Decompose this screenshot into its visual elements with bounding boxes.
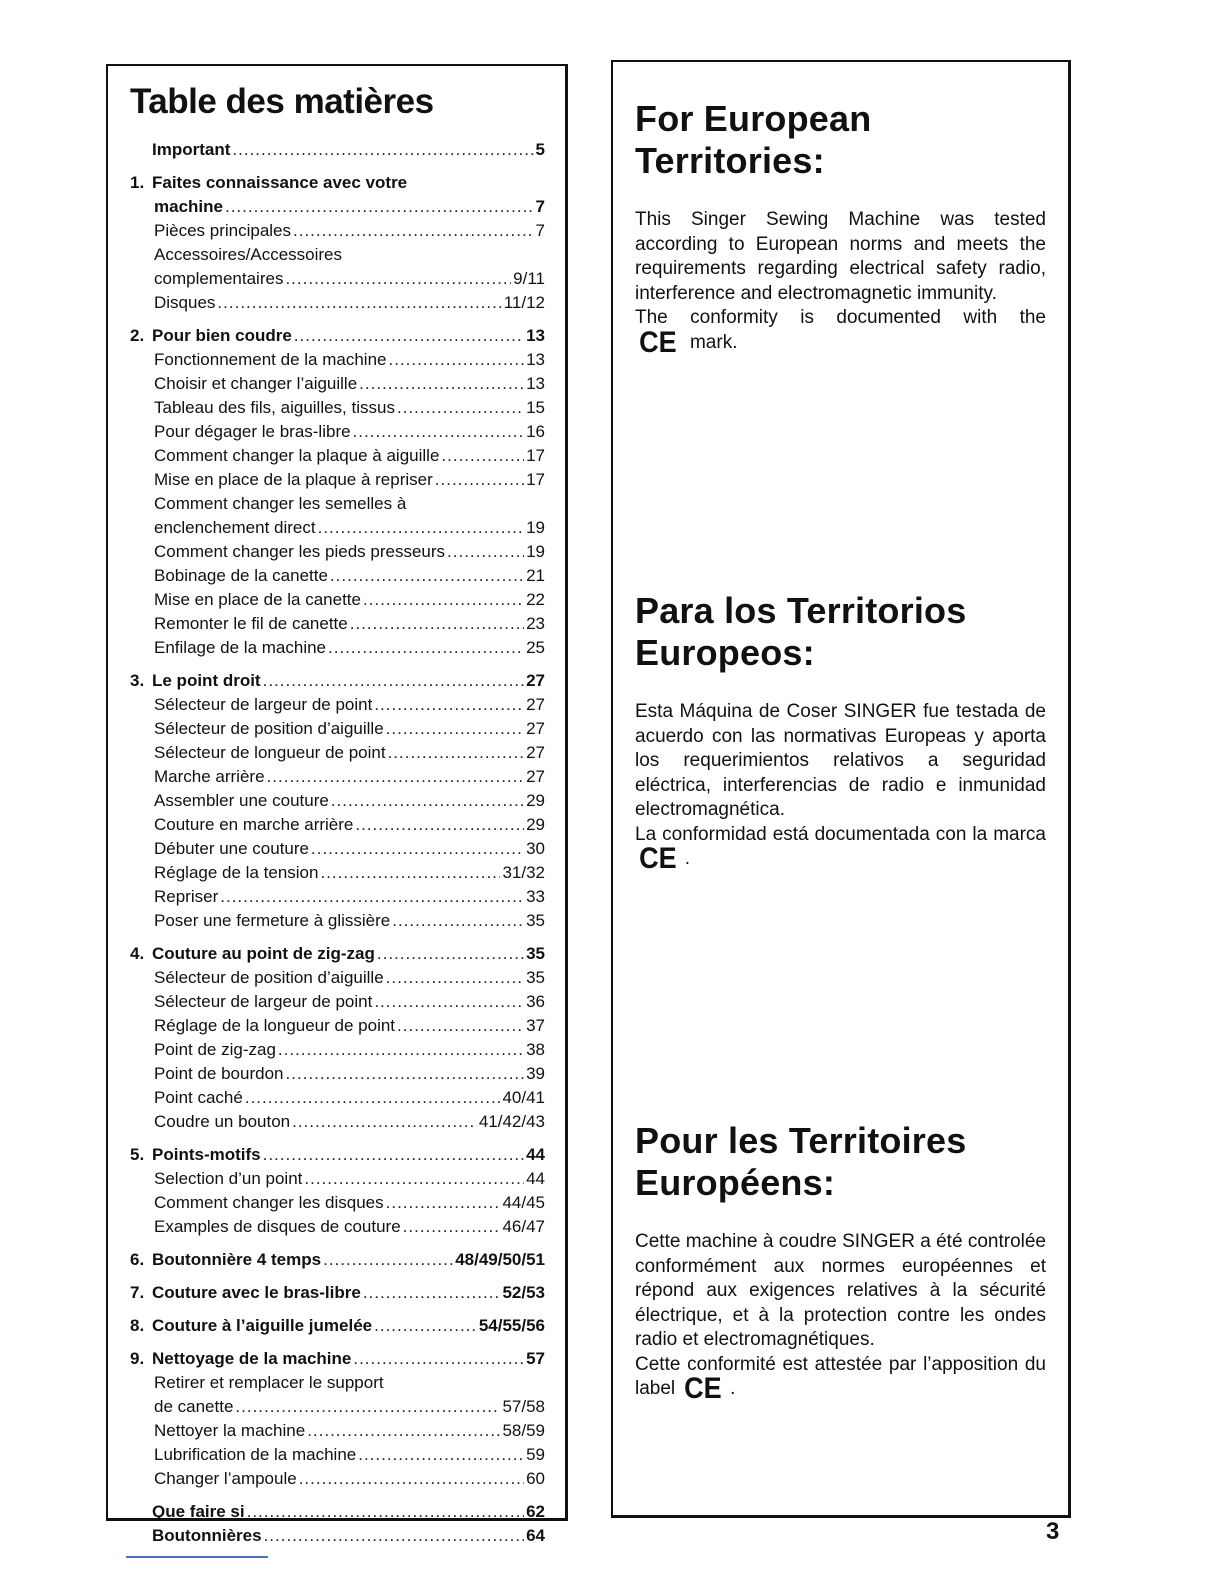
toc-entry [130, 612, 545, 636]
toc-entry-page: 33 [526, 887, 545, 906]
toc-entry [130, 324, 545, 348]
toc-leader-dots [232, 138, 533, 162]
toc-entry-page: 13 [526, 326, 545, 345]
section-title-spanish [635, 590, 1046, 674]
toc-entry-label: Point de bourdon [154, 1064, 284, 1083]
toc-leader-dots [397, 1014, 524, 1038]
toc-entry [130, 516, 545, 540]
toc-leader-dots [330, 564, 524, 588]
toc-entry [130, 1467, 545, 1491]
toc-entry [130, 243, 545, 267]
toc-entry-label: Mise en place de la canette [154, 590, 361, 609]
toc-entry-number: 4. [130, 944, 145, 963]
toc-leader-dots [278, 1038, 524, 1062]
toc-entry [130, 942, 545, 966]
toc-entry-label: complementaires [154, 269, 284, 288]
toc-leader-dots [435, 468, 524, 492]
toc-entry-label: Comment changer les pieds presseurs [154, 542, 446, 561]
toc-entry-label: Bobinage de la canette [154, 566, 328, 585]
toc-entry [130, 267, 545, 291]
toc-entry-page: 57/58 [502, 1397, 545, 1416]
toc-entry [130, 1314, 545, 1338]
toc-entry [130, 1014, 545, 1038]
toc-entry-label: Coudre un bouton [154, 1112, 291, 1131]
toc-entry [130, 1395, 545, 1419]
toc-entry [130, 885, 545, 909]
toc-entry-page: 27 [526, 671, 545, 690]
toc-entry-label: Lubrification de la machine [154, 1445, 357, 1464]
toc-leader-dots [220, 885, 524, 909]
toc-leader-dots [323, 1248, 453, 1272]
toc-entry [130, 741, 545, 765]
toc-leader-dots [374, 990, 524, 1014]
toc-entry-page: 35 [526, 944, 545, 963]
toc-entry [130, 444, 545, 468]
toc-entry-page: 27 [526, 743, 545, 762]
toc-entry-page: 25 [526, 638, 545, 657]
toc-entry-label: Couture avec le bras-libre [152, 1283, 361, 1302]
mark-suffix: . [684, 848, 690, 869]
title-line-2: Européens: [635, 1162, 836, 1203]
toc-leader-dots [235, 1395, 500, 1419]
toc-entry-page: 5 [535, 140, 545, 159]
toc-entry [130, 291, 545, 315]
toc-entry [130, 195, 545, 219]
toc-entry [130, 837, 545, 861]
section-body-french [635, 1230, 1046, 1405]
toc-entry-page: 21 [526, 566, 545, 585]
toc-entry-page: 29 [526, 791, 545, 810]
mark-suffix: mark. [684, 331, 738, 353]
section-spanish [635, 590, 1046, 875]
toc-entry-page: 52/53 [502, 1283, 545, 1302]
toc-entry [130, 1167, 545, 1191]
toc-entry-label: Que faire si [152, 1502, 245, 1521]
toc-entry-label: Mise en place de la plaque à repriser [154, 470, 433, 489]
toc-entry [130, 636, 545, 660]
toc-entry-page: 27 [526, 719, 545, 738]
toc-entry-number: 9. [130, 1349, 145, 1368]
toc-entry [130, 789, 545, 813]
body-text-2: Cette conformité est attestée par l’apposition du label [635, 1353, 1046, 1399]
toc-entry-page: 23 [526, 614, 545, 633]
toc-entry [130, 909, 545, 933]
toc-entry-page: 13 [526, 350, 545, 369]
toc-leader-dots [311, 837, 524, 861]
toc-entry-label: Enfilage de la machine [154, 638, 327, 657]
toc-entry [130, 171, 545, 195]
toc-entry-label: Marche arrière [154, 767, 265, 786]
toc-entry [130, 693, 545, 717]
toc-entry-page: 7 [535, 221, 545, 240]
toc-entry-label: Débuter une couture [154, 839, 309, 858]
toc-entry-label: Réglage de la longueur de point [154, 1016, 396, 1035]
toc-entry [130, 1086, 545, 1110]
page-number: 3 [1046, 1518, 1060, 1545]
toc-leader-dots [225, 195, 534, 219]
toc-entry-page: 19 [526, 542, 545, 561]
toc-leader-dots [363, 1281, 501, 1305]
body-text: Cette machine à coudre SINGER a été controlée conformément aux normes européennes et répond aux exigences relatives à la sécurité électrique, et à la protection contre les ondes radio et electromagnétiques. [635, 1231, 1046, 1350]
toc-entry [130, 540, 545, 564]
toc-leader-dots [388, 741, 525, 765]
toc-entry-label: Nettoyage de la machine [152, 1349, 352, 1368]
body-text-2: The conformity is documented with the [635, 307, 1046, 328]
toc-entry-page: 35 [526, 911, 545, 930]
toc-entry [130, 813, 545, 837]
toc-leader-dots [374, 1314, 477, 1338]
toc-leader-dots [355, 813, 524, 837]
toc-list [130, 138, 545, 1548]
toc-leader-dots [267, 765, 525, 789]
toc-entry-page: 11/12 [503, 293, 545, 312]
toc-entry [130, 1191, 545, 1215]
toc-entry-page: 60 [526, 1469, 545, 1488]
toc-entry-label: Remonter le fil de canette [154, 614, 348, 633]
toc-entry [130, 396, 545, 420]
toc-leader-dots [299, 1467, 524, 1491]
toc-entry-label: Nettoyer la machine [154, 1421, 306, 1440]
toc-entry-label: Tableau des fils, aiguilles, tissus [154, 398, 395, 417]
toc-title: Table des matières [130, 82, 434, 121]
european-conformity-box [611, 60, 1071, 1518]
toc-entry [130, 1281, 545, 1305]
toc-entry-label: Changer l’ampoule [154, 1469, 297, 1488]
toc-entry [130, 1143, 545, 1167]
title-line-2: Territories: [635, 140, 825, 181]
toc-entry-page: 13 [526, 374, 545, 393]
toc-leader-dots [286, 1062, 525, 1086]
toc-entry-label: Comment changer les disques [154, 1193, 384, 1212]
toc-entry-label: Sélecteur de longueur de point [154, 743, 386, 762]
toc-entry-label: Selection d’un point [154, 1169, 303, 1188]
toc-entry-label: Choisir et changer l’aiguille [154, 374, 358, 393]
toc-entry-label: Boutonnière 4 temps [152, 1250, 322, 1269]
toc-entry-label: Boutonnières [152, 1526, 262, 1545]
toc-entry-page: 27 [526, 695, 545, 714]
toc-entry-number: 1. [130, 173, 145, 192]
toc-entry-page: 31/32 [502, 863, 545, 882]
toc-entry-page: 44/45 [502, 1193, 545, 1212]
title-line-1: Para los Territorios [635, 590, 967, 631]
toc-entry [130, 1443, 545, 1467]
footer-rule [126, 1556, 268, 1558]
toc-entry [130, 765, 545, 789]
table-of-contents [106, 64, 568, 1545]
toc-entry-page: 40/41 [502, 1088, 545, 1107]
toc-leader-dots [217, 291, 501, 315]
toc-entry-label: Points-motifs [152, 1145, 261, 1164]
section-english [635, 98, 1046, 359]
toc-entry [130, 1347, 545, 1371]
section-title-french [635, 1120, 1046, 1204]
toc-entry-label: Couture à l’aiguille jumelée [152, 1316, 373, 1335]
toc-entry [130, 1371, 545, 1395]
toc-leader-dots [294, 324, 524, 348]
toc-entry-label: Pour bien coudre [152, 326, 292, 345]
toc-entry [130, 1500, 545, 1524]
toc-entry-label: Repriser [154, 887, 219, 906]
toc-entry-page: 16 [526, 422, 545, 441]
toc-leader-dots [320, 861, 500, 885]
section-title-english [635, 98, 1046, 182]
toc-entry [130, 372, 545, 396]
toc-leader-dots [353, 420, 525, 444]
toc-entry-page: 39 [526, 1064, 545, 1083]
toc-entry-page: 54/55/56 [478, 1316, 545, 1335]
toc-entry-page: 15 [526, 398, 545, 417]
toc-leader-dots [328, 636, 524, 660]
toc-leader-dots [363, 588, 524, 612]
toc-entry-page: 7 [535, 197, 545, 216]
toc-entry-label: Accessoires/Accessoires [154, 245, 343, 264]
toc-entry [130, 1038, 545, 1062]
toc-entry-label: Faites connaissance avec votre [152, 173, 408, 192]
toc-entry-number: 3. [130, 671, 145, 690]
toc-entry [130, 1248, 545, 1272]
title-line-2: Europeos: [635, 632, 815, 673]
section-body-spanish [635, 700, 1046, 875]
toc-entry [130, 564, 545, 588]
toc-entry [130, 1215, 545, 1239]
ce-mark-icon: CE [684, 1372, 723, 1405]
toc-entry-page: 17 [526, 446, 545, 465]
toc-entry-page: 38 [526, 1040, 545, 1059]
toc-entry [130, 219, 545, 243]
toc-leader-dots [386, 717, 524, 741]
toc-entry-label: Examples de disques de couture [154, 1217, 401, 1236]
toc-entry [130, 1062, 545, 1086]
toc-entry-label: Fonctionnement de la machine [154, 350, 387, 369]
toc-entry-number: 8. [130, 1316, 145, 1335]
toc-leader-dots [386, 966, 524, 990]
toc-leader-dots [388, 348, 524, 372]
toc-entry-label: enclenchement direct [154, 518, 316, 537]
toc-leader-dots [247, 1500, 524, 1524]
toc-entry-label: Retirer et remplacer le support [154, 1373, 384, 1392]
toc-entry-page: 29 [526, 815, 545, 834]
toc-entry-page: 17 [526, 470, 545, 489]
toc-leader-dots [331, 789, 524, 813]
section-body-english [635, 208, 1046, 359]
toc-entry-label: Sélecteur de largeur de point [154, 992, 373, 1011]
toc-leader-dots [285, 267, 511, 291]
toc-entry [130, 492, 545, 516]
toc-leader-dots [263, 1143, 524, 1167]
toc-entry [130, 669, 545, 693]
toc-leader-dots [318, 516, 524, 540]
toc-leader-dots [358, 1443, 524, 1467]
toc-leader-dots [374, 693, 524, 717]
toc-entry [130, 420, 545, 444]
toc-entry-label: Pièces principales [154, 221, 292, 240]
toc-leader-dots [263, 669, 524, 693]
body-text: Esta Máquina de Coser SINGER fue testada de acuerdo con las normativas Europeas y aporta los requerimientos relativos a seguridad eléctrica, interferencias de radio e inmunidad electromagnética. [635, 701, 1046, 820]
toc-entry-page: 48/49/50/51 [455, 1250, 545, 1269]
toc-entry [130, 348, 545, 372]
toc-entry-page: 62 [526, 1502, 545, 1521]
toc-entry-label: machine [154, 197, 223, 216]
toc-entry-page: 44 [526, 1169, 545, 1188]
section-french [635, 1120, 1046, 1405]
toc-entry [130, 1524, 545, 1548]
toc-leader-dots [397, 396, 524, 420]
toc-entry-page: 9/11 [513, 269, 545, 288]
toc-leader-dots [304, 1167, 524, 1191]
toc-leader-dots [386, 1191, 501, 1215]
toc-entry-page: 35 [526, 968, 545, 987]
toc-entry-label: Réglage de la tension [154, 863, 319, 882]
toc-entry-number: 5. [130, 1145, 145, 1164]
toc-leader-dots [307, 1419, 500, 1443]
ce-mark-icon: CE [639, 842, 677, 875]
toc-entry-label: Le point droit [152, 671, 261, 690]
toc-leader-dots [353, 1347, 524, 1371]
mark-suffix: . [730, 1378, 736, 1399]
toc-entry-label: Sélecteur de largeur de point [154, 695, 373, 714]
toc-entry-page: 36 [526, 992, 545, 1011]
toc-entry-label: Point caché [154, 1088, 243, 1107]
toc-entry-label: Assembler une couture [154, 791, 329, 810]
ce-mark-icon: CE [639, 325, 677, 359]
toc-leader-dots [359, 372, 524, 396]
toc-entry [130, 990, 545, 1014]
toc-entry-label: Point de zig-zag [154, 1040, 276, 1059]
toc-entry-label: Important [152, 140, 231, 159]
toc-entry-label: Comment changer la plaque à aiguille [154, 446, 440, 465]
toc-leader-dots [245, 1086, 501, 1110]
toc-entry-label: Sélecteur de position d’aiguille [154, 719, 384, 738]
toc-entry-label: Poser une fermeture à glissière [154, 911, 391, 930]
toc-leader-dots [293, 219, 534, 243]
toc-entry-page: 19 [526, 518, 545, 537]
toc-entry [130, 138, 545, 162]
toc-entry-label: Comment changer les semelles à [154, 494, 407, 513]
toc-entry-label: Pour dégager le bras-libre [154, 422, 351, 441]
toc-entry-number: 2. [130, 326, 145, 345]
toc-entry-page: 46/47 [502, 1217, 545, 1236]
toc-entry-page: 64 [526, 1526, 545, 1545]
toc-entry-page: 57 [526, 1349, 545, 1368]
toc-entry-page: 58/59 [502, 1421, 545, 1440]
toc-leader-dots [350, 612, 524, 636]
toc-leader-dots [392, 909, 524, 933]
toc-leader-dots [403, 1215, 501, 1239]
toc-entry [130, 861, 545, 885]
body-text: This Singer Sewing Machine was tested according to European norms and meets the requirements regarding electrical safety radio, interference and electromagnetic immunity. [635, 209, 1046, 304]
toc-leader-dots [377, 942, 524, 966]
toc-entry-label: Couture en marche arrière [154, 815, 354, 834]
toc-entry [130, 1419, 545, 1443]
toc-entry-label: Couture au point de zig-zag [152, 944, 375, 963]
toc-entry-label: Disques [154, 293, 216, 312]
title-line-1: For European [635, 98, 872, 139]
toc-entry-number: 6. [130, 1250, 145, 1269]
toc-entry [130, 717, 545, 741]
toc-leader-dots [447, 540, 524, 564]
toc-entry-page: 30 [526, 839, 545, 858]
toc-entry-number: 7. [130, 1283, 145, 1302]
body-text-2: La conformidad está documentada con la marca [635, 823, 1046, 845]
toc-entry-page: 27 [526, 767, 545, 786]
toc-entry [130, 588, 545, 612]
toc-leader-dots [441, 444, 524, 468]
toc-leader-dots [292, 1110, 477, 1134]
toc-entry-page: 22 [526, 590, 545, 609]
toc-entry-page: 41/42/43 [478, 1112, 545, 1131]
toc-entry [130, 468, 545, 492]
toc-entry [130, 1110, 545, 1134]
toc-entry-label: Sélecteur de position d’aiguille [154, 968, 384, 987]
toc-entry [130, 966, 545, 990]
toc-leader-dots [264, 1524, 525, 1548]
toc-entry-label: de canette [154, 1397, 234, 1416]
toc-entry-page: 44 [526, 1145, 545, 1164]
toc-entry-page: 59 [526, 1445, 545, 1464]
title-line-1: Pour les Territoires [635, 1120, 967, 1161]
toc-entry-page: 37 [526, 1016, 545, 1035]
